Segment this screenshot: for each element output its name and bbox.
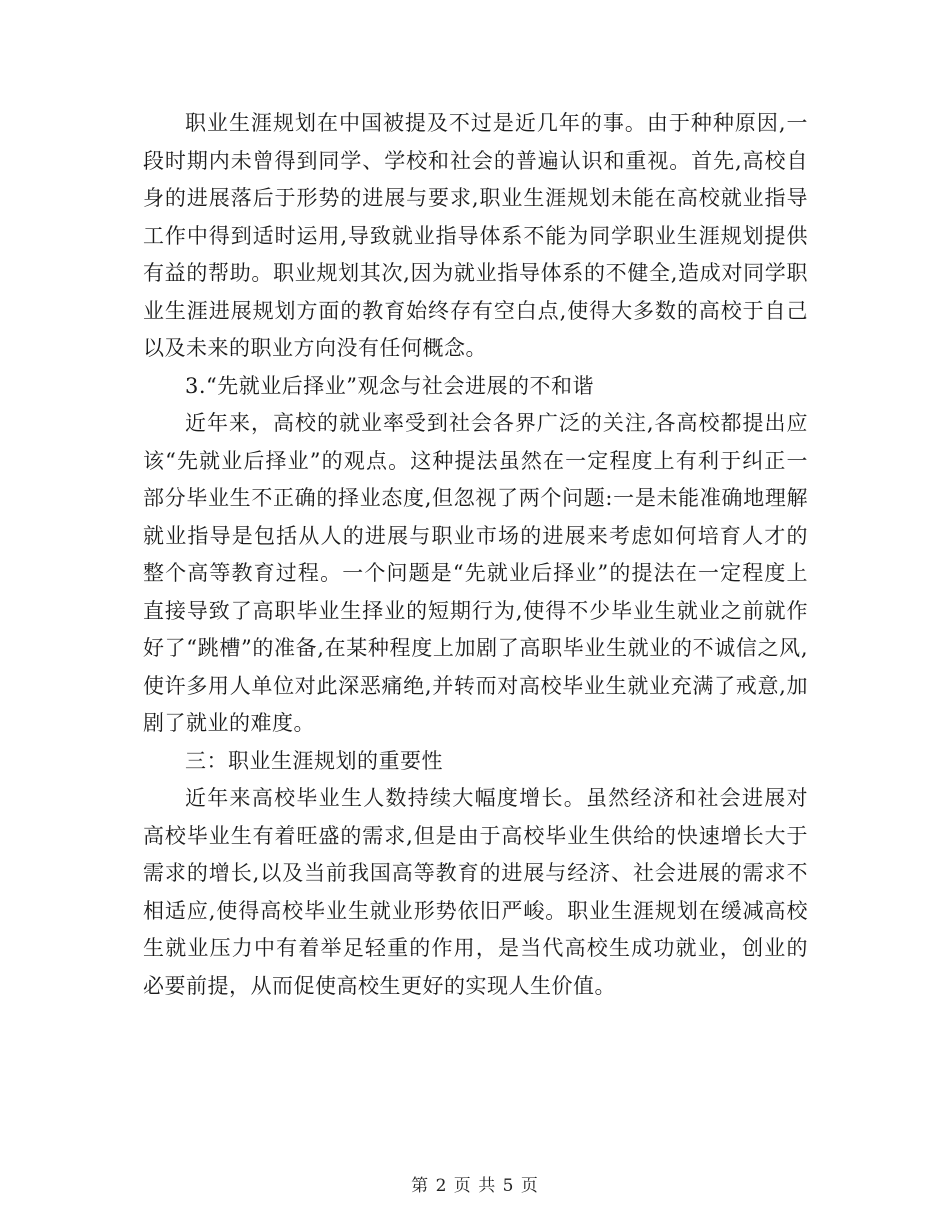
paragraph-employment-first: 近年来，高校的就业率受到社会各界广泛的关注,各高校都提出应该“先就业后择业”的观点。这种提法虽然在一定程度上有利于纠正一部分毕业生不正确的择业态度,但忽视了两个问题:一是未能准确地理解就业指导是包括从人的进展与职业市场的进展来考虑如何培育人才的整个高等教育过程。一个问题是“先就业后择业”的提法在一定程度上直接导致了高职毕业生择业的短期行为,使得不少毕业生就业之前就作好了“跳槽”的准备,在某种程度上加剧了高职毕业生就业的不诚信之风,使许多用人单位对此深恶痛绝,并转而对高校毕业生就业充满了戒意,加剧了就业的难度。	[143, 411, 808, 735]
section-heading-importance: 三：职业生涯规划的重要性	[185, 748, 443, 773]
document-body	[143, 105, 808, 1005]
page-footer: 第 2 页 共 5 页	[411, 1176, 539, 1196]
section-heading-employment-first: 3.“先就业后择业”观念与社会进展的不和谐	[185, 373, 595, 398]
paragraph-career-planning-history: 职业生涯规划在中国被提及不过是近几年的事。由于种种原因,一段时期内未曾得到同学、学校和社会的普遍认识和重视。首先,高校自身的进展落后于形势的进展与要求,职业生涯规划未能在高校就业指导工作中得到适时运用,导致就业指导体系不能为同学职业生涯规划提供有益的帮助。职业规划其次,因为就业指导体系的不健全,造成对同学职业生涯进展规划方面的教育始终存有空白点,使得大多数的高校于自己以及未来的职业方向没有任何概念。	[143, 111, 808, 360]
paragraph-importance: 近年来高校毕业生人数持续大幅度增长。虽然经济和社会进展对高校毕业生有着旺盛的需求,但是由于高校毕业生供给的快速增长大于需求的增长,以及当前我国高等教育的进展与经济、社会进展的需求不相适应,使得高校毕业生就业形势依旧严峻。职业生涯规划在缓减高校生就业压力中有着举足轻重的作用，是当代高校生成功就业，创业的必要前提，从而促使高校生更好的实现人生价值。	[143, 786, 808, 998]
